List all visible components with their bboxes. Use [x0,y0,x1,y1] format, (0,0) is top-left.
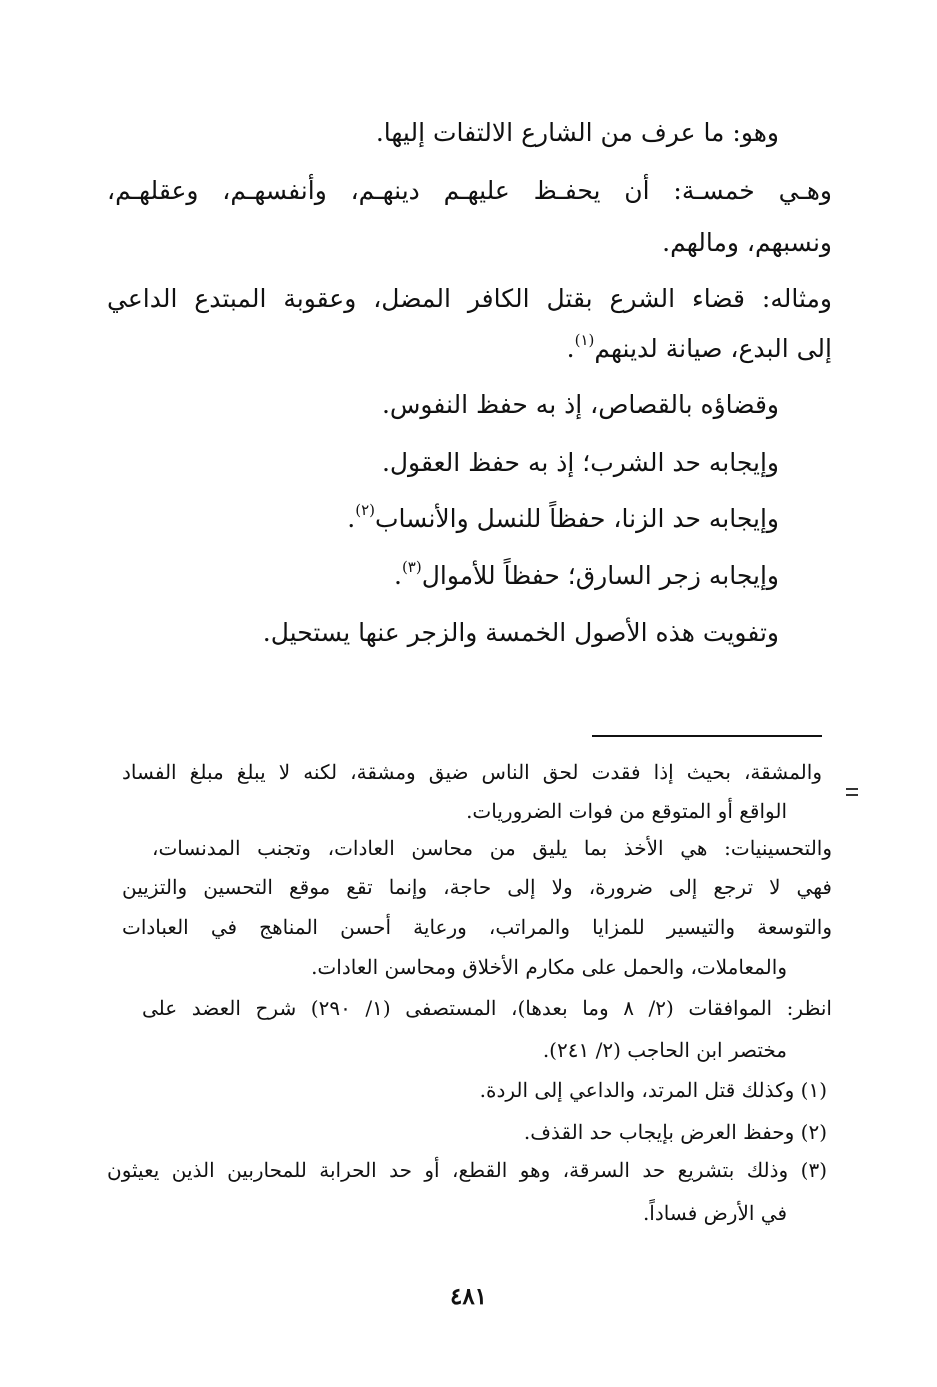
footnote-item-1: (١) وكذلك قتل المرتد، والداعي إلى الردة. [479,1078,827,1102]
continuation-marker [846,788,858,800]
body-line-with-ref [393,558,779,590]
footnote-line: مختصر ابن الحاجب (٢/ ٢٤١). [542,1038,787,1062]
footnote-line: انظر: الموافقات (٢/ ٨ وما بعدها)، المستصفى (١/ ٢٩٠) شرح العضد على [142,996,832,1020]
footnote-line: في الأرض فساداً. [642,1201,787,1225]
body-text: وإيجابه زجر السارق؛ حفظاً للأموال [421,561,779,590]
body-text: إلى البدع، صيانة لدينهم [594,334,832,363]
period: . [347,504,356,533]
footnote-line: والتحسينيات: هي الأخذ بما يليق من محاسن العادات، وتجنب المدنسات، [152,836,832,860]
footnote-ref: (٣) [401,558,422,576]
footnote-line: والمشقة، بحيث إذا فقدت لحق الناس ضيق ومشقة، لكنه لا يبلغ مبلغ الفساد [122,760,822,784]
footnote-ref: (٢) [355,501,375,519]
footnote-line: والتوسعة والتيسير للمزايا والمراتب، ورعاية أحسن المناهج في العبادات [122,915,832,939]
footnote-line: الواقع أو المتوقع من فوات الضروريات. [466,799,787,823]
body-line: وهـي خمسـة: أن يحفـظ عليهـم دينهـم، وأنفسهـم، وعقلهـم، [107,176,832,205]
footnote-line: والمعاملات، والحمل على مكارم الأخلاق ومحاسن العادات. [311,955,787,979]
footnote-item-2: (٢) وحفظ العرض بإيجاب حد القذف. [523,1120,827,1144]
body-line: ومثاله: قضاء الشرع بقتل الكافر المضل، وعقوبة المبتدع الداعي [107,284,832,313]
body-text: وإيجابه حد الزنا، حفظاً للنسل والأنساب [375,504,779,533]
body-line: وتفويت هذه الأصول الخمسة والزجر عنها يستحيل. [262,618,779,647]
period: . [393,561,402,590]
footnote-item-3: (٣) وذلك بتشريع حد السرقة، وهو القطع، أو حد الحرابة للمحاربين الذين يعيثون [107,1158,827,1182]
body-line-with-ref [566,331,832,363]
body-line-with-ref [347,501,779,533]
footnote-line: فهي لا ترجع إلى ضرورة، ولا إلى حاجة، وإنما تقع موقع التحسين والتزيين [122,875,832,899]
page-number: ٤٨١ [449,1283,488,1310]
body-line: وقضاؤه بالقصاص، إذ به حفظ النفوس. [381,390,779,419]
body-line: وإيجابه حد الشرب؛ إذ به حفظ العقول. [381,448,779,477]
body-line: ونسبهم، ومالهم. [662,228,832,257]
footnote-separator [592,735,822,737]
body-line: وهو: ما عرف من الشارع الالتفات إليها. [375,118,779,147]
footnote-ref: (١) [574,331,595,349]
period: . [566,334,575,363]
